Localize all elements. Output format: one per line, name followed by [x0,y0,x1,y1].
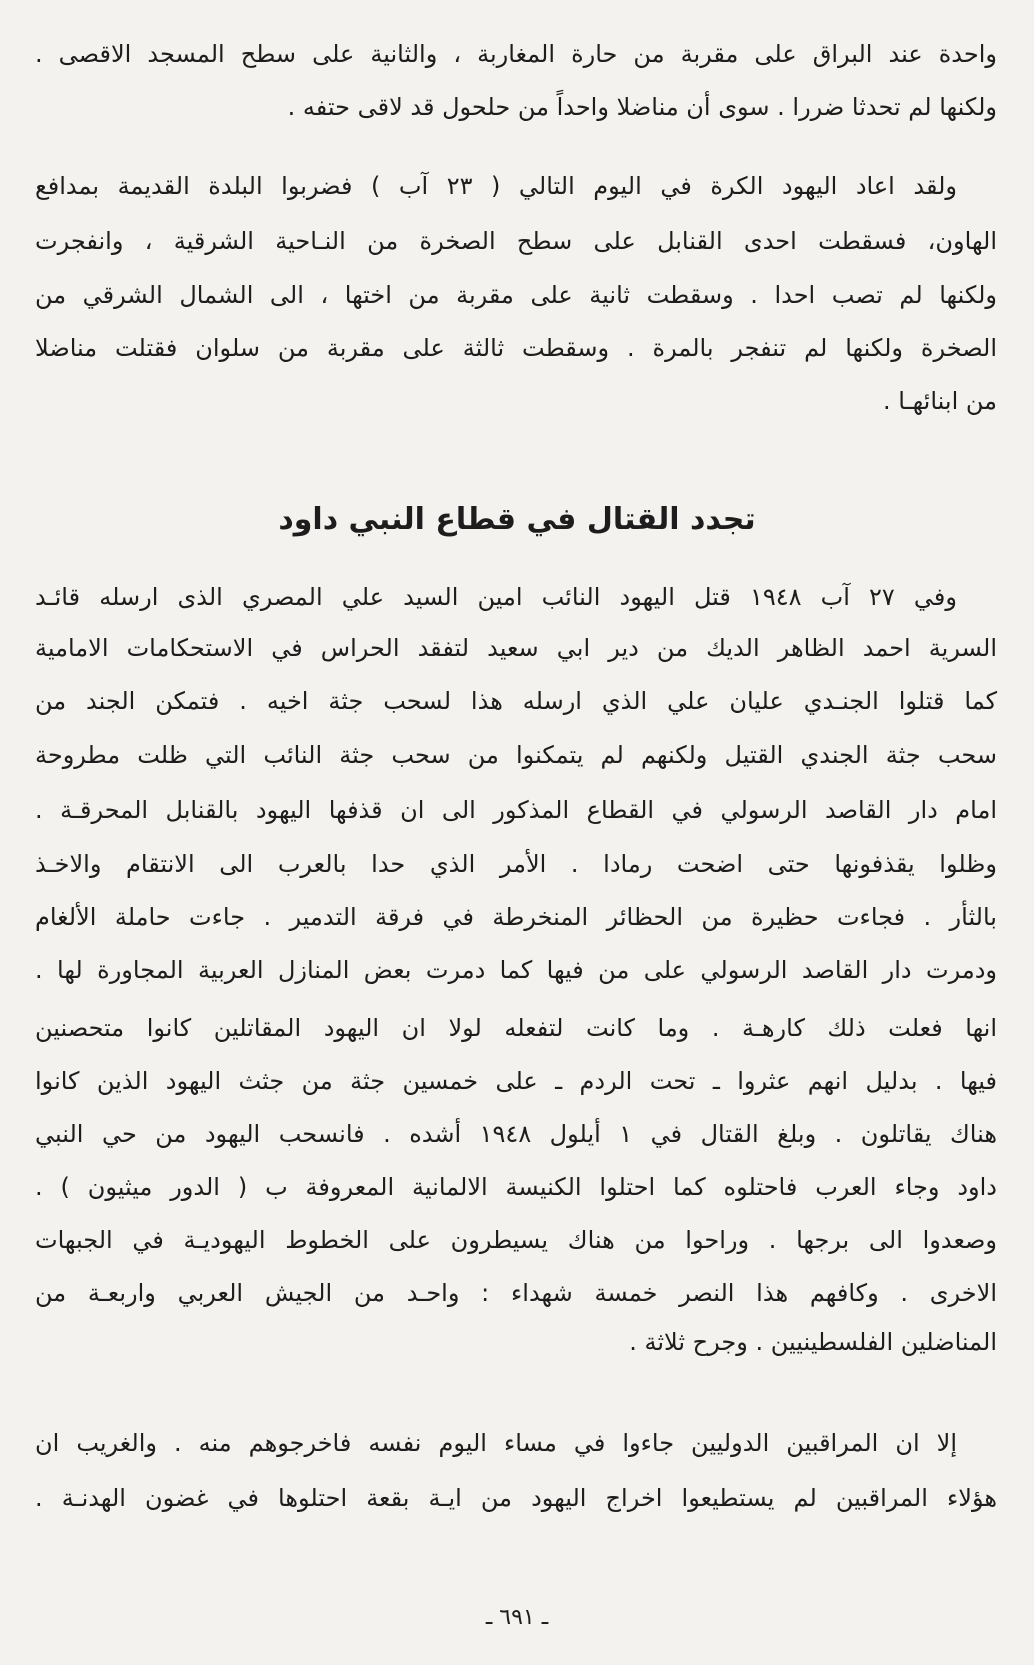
text-line: سحب جثة الجندي القتيل ولكنهم لم يتمكنوا من سحب جثة النائب التي ظلت مطروحة [35,741,997,769]
text-line: المناضلين الفلسطينيين . وجرح ثلاثة . [629,1328,997,1356]
text-line: السرية احمد الظاهر الديك من دير ابي سعيد لتفقد الحراس في الاستحكامات الامامية [35,634,997,662]
text-line: بالثأر . فجاءت حظيرة من الحظائر المنخرطة في فرقة التدمير . جاءت حاملة الألغام [35,903,997,931]
text-line: هناك يقاتلون . وبلغ القتال في ١ أيلول ١٩٤٨ أشده . فانسحب اليهود من حي النبي [35,1120,997,1148]
text-line: ولقد اعاد اليهود الكرة في اليوم التالي ( ٢٣ آب ) فضربوا البلدة القديمة بمدافع [35,172,957,200]
text-line: ولكنها لم تحدثا ضررا . سوى أن مناضلا واحداً من حلحول قد لاقى حتفه . [287,93,997,121]
text-line: الاخرى . وكافهم هذا النصر خمسة شهداء : واحـد من الجيش العربي واربعـة من [35,1279,997,1307]
text-line: ولكنها لم تصب احدا . وسقطت ثانية على مقربة من اختها ، الى الشمال الشرقي من [35,281,997,309]
text-line: وفي ٢٧ آب ١٩٤٨ قتل اليهود النائب امين السيد علي المصري الذى ارسله قائـد [35,583,957,611]
text-line: الهاون، فسقطت احدى القنابل على سطح الصخرة من النـاحية الشرقية ، وانفجرت [35,227,997,255]
text-line: إلا ان المراقبين الدوليين جاءوا في مساء اليوم نفسه فاخرجوهم منه . والغريب ان [35,1429,957,1457]
text-line: وظلوا يقذفونها حتى اضحت رمادا . الأمر الذي حدا بالعرب الى الانتقام والاخـذ [35,850,997,878]
text-line: واحدة عند البراق على مقربة من حارة المغاربة ، والثانية على سطح المسجد الاقصى . [35,40,997,68]
text-line: فيها . بدليل انهم عثروا ـ تحت الردم ـ على خمسين جثة من جثث اليهود الذين كانوا [35,1067,997,1095]
section-heading: تجدد القتال في قطاع النبي داود [278,502,756,537]
text-line: ودمرت دار القاصد الرسولي على من فيها كما دمرت بعض المنازل العربية المجاورة لها . [35,956,997,984]
text-line: وصعدوا الى برجها . وراحوا من هناك يسيطرون على الخطوط اليهوديـة في الجبهات [35,1226,997,1254]
text-line: داود وجاء العرب فاحتلوه كما احتلوا الكنيسة الالمانية المعروفة ب ( الدور ميثيون ) . [35,1173,997,1201]
page-number: ـ ٦٩١ ـ [485,1605,549,1630]
text-line: الصخرة ولكنها لم تنفجر بالمرة . وسقطت ثالثة على مقربة من سلوان فقتلت مناضلا [35,334,997,362]
text-line: امام دار القاصد الرسولي في القطاع المذكور الى ان قذفها اليهود بالقنابل المحرقـة . [35,796,997,824]
text-line: انها فعلت ذلك كارهـة . وما كانت لتفعله لولا ان اليهود المقاتلين كانوا متحصنين [35,1014,997,1042]
text-line: هؤلاء المراقبين لم يستطيعوا اخراج اليهود من ايـة بقعة احتلوها في غضون الهدنـة . [35,1484,997,1512]
text-line: من ابنائهـا . [883,387,997,415]
text-line: كما قتلوا الجنـدي عليان علي الذي ارسله هذا لسحب جثة اخيه . فتمكن الجند من [35,687,997,715]
